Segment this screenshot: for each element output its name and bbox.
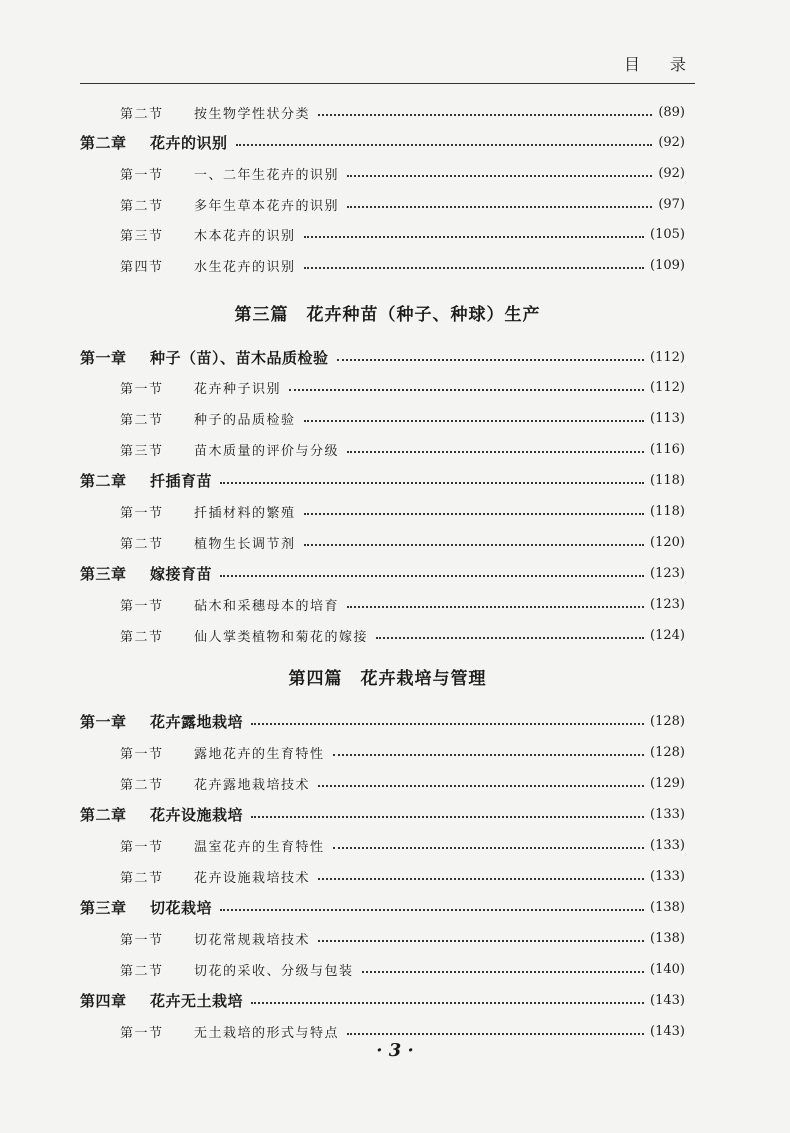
dot-leader bbox=[362, 970, 645, 973]
dot-leader bbox=[304, 235, 645, 238]
toc-entry-label bbox=[80, 897, 212, 918]
running-header-title: 目录 bbox=[624, 55, 717, 74]
toc-chapter-entry bbox=[80, 560, 685, 586]
toc-entry-title: 花卉设施栽培 bbox=[150, 805, 244, 824]
dot-leader bbox=[347, 174, 652, 177]
toc-chapter-entry bbox=[80, 468, 685, 494]
toc-page-ref: (116) bbox=[650, 442, 685, 458]
toc-entry-title: 植物生长调节剂 bbox=[194, 536, 296, 552]
toc-chapter-entry bbox=[80, 344, 685, 370]
toc-entry-title: 扦插育苗 bbox=[150, 472, 213, 491]
toc-entry-label bbox=[120, 195, 339, 214]
toc-entry-label bbox=[120, 164, 339, 183]
toc-entry-label bbox=[120, 626, 368, 645]
dot-leader bbox=[318, 784, 644, 787]
dot-leader bbox=[333, 846, 645, 849]
toc-entry-number: 第三节 bbox=[120, 444, 164, 460]
dot-leader bbox=[318, 113, 652, 116]
dot-leader bbox=[251, 722, 644, 725]
toc-entry-title: 花卉露地栽培技术 bbox=[194, 777, 311, 793]
toc-entry-title: 切花栽培 bbox=[150, 898, 213, 917]
dot-leader bbox=[347, 450, 644, 453]
toc-entry-title: 种子（苗）、苗木品质检验 bbox=[150, 348, 329, 367]
toc-page-ref: (109) bbox=[650, 258, 685, 273]
toc-entry-number: 第三节 bbox=[120, 229, 164, 245]
toc-page-ref: (112) bbox=[650, 349, 685, 365]
dot-leader bbox=[236, 143, 653, 146]
toc-entry-label bbox=[120, 836, 325, 855]
toc-entry-label bbox=[80, 563, 212, 584]
toc-entry-number: 第二节 bbox=[120, 198, 164, 214]
toc-entry-number: 第一章 bbox=[80, 712, 127, 731]
toc-entry-number: 第一节 bbox=[120, 506, 164, 521]
toc-section-entry bbox=[80, 253, 685, 279]
toc-entry-label bbox=[120, 225, 296, 244]
toc-entry-number: 第二节 bbox=[120, 413, 164, 429]
toc-entry-label bbox=[120, 774, 310, 793]
toc-page-ref: (123) bbox=[650, 565, 685, 581]
toc-entry-title: 一、二年生花卉的识别 bbox=[194, 167, 340, 183]
toc-entry-label bbox=[120, 502, 296, 521]
dot-leader bbox=[347, 1032, 644, 1035]
part-heading-3: 第三篇 花卉种苗（种子、种球）生产 bbox=[234, 305, 541, 325]
dot-leader bbox=[251, 815, 644, 818]
toc-page-ref: (124) bbox=[650, 627, 685, 643]
dot-leader bbox=[304, 543, 645, 546]
toc-page-ref: (133) bbox=[650, 806, 685, 822]
toc-entry-title: 无土栽培的形式与特点 bbox=[194, 1025, 340, 1041]
toc-entry-number: 第一节 bbox=[120, 746, 164, 762]
toc-section-entry bbox=[80, 739, 685, 765]
toc-entry-title: 多年生草本花卉的识别 bbox=[194, 198, 340, 214]
dot-leader bbox=[251, 1001, 644, 1004]
toc-entry-label bbox=[80, 132, 228, 153]
dot-leader bbox=[337, 358, 645, 361]
dot-leader bbox=[220, 574, 644, 577]
toc-page-ref: (97) bbox=[658, 196, 685, 212]
toc-section-entry bbox=[80, 622, 685, 648]
toc-section-entry bbox=[80, 832, 685, 858]
toc-page-ref: (143) bbox=[650, 992, 685, 1008]
toc-section-entry bbox=[80, 222, 685, 248]
toc-entry-title: 切花的采收、分级与包装 bbox=[194, 963, 354, 979]
toc-entry-title: 砧木和采穗母本的培育 bbox=[194, 598, 340, 614]
toc-section-entry bbox=[80, 863, 685, 889]
toc-entry-title: 种子的品质检验 bbox=[194, 413, 296, 429]
dot-leader bbox=[220, 481, 644, 484]
dot-leader bbox=[347, 605, 644, 608]
toc-page-ref: (143) bbox=[650, 1023, 685, 1039]
toc-entry-title: 花卉设施栽培技术 bbox=[194, 870, 311, 886]
dot-leader bbox=[220, 908, 644, 911]
toc-chapter-entry bbox=[80, 708, 685, 734]
toc-entry-label bbox=[120, 743, 325, 762]
toc-entry-title: 苗木质量的评价与分级 bbox=[194, 444, 340, 460]
toc-entry-number: 第四章 bbox=[80, 991, 127, 1010]
toc-entry-label bbox=[120, 929, 310, 948]
toc-entry-number: 第二节 bbox=[120, 629, 164, 645]
toc-entry-label bbox=[80, 804, 243, 825]
toc-entry-number: 第一节 bbox=[120, 382, 164, 398]
toc-page-ref: (128) bbox=[650, 713, 685, 729]
toc-entry-label bbox=[80, 990, 243, 1011]
dot-leader bbox=[333, 753, 645, 756]
toc-entry-title: 嫁接育苗 bbox=[150, 564, 213, 583]
toc-page-ref: (138) bbox=[650, 930, 685, 946]
toc-section-entry bbox=[80, 770, 685, 796]
toc-entry-label bbox=[120, 960, 354, 979]
toc-entry-number: 第二章 bbox=[80, 134, 127, 153]
toc-entry-label bbox=[120, 378, 281, 397]
toc-page-ref: (105) bbox=[650, 227, 685, 243]
toc-entry-number: 第二节 bbox=[120, 963, 164, 979]
toc-entry-number: 第一节 bbox=[120, 167, 164, 183]
toc-entry-number: 第一节 bbox=[120, 1025, 164, 1041]
toc-entry-number: 第一节 bbox=[120, 598, 164, 614]
toc-entry-title: 温室花卉的生育特性 bbox=[194, 839, 325, 855]
toc-entry-label bbox=[120, 440, 339, 459]
toc-section-entry bbox=[80, 406, 685, 432]
toc-entry-title: 按生物学性状分类 bbox=[194, 106, 311, 122]
toc-entry-label bbox=[120, 867, 310, 886]
toc-section-entry bbox=[80, 529, 685, 555]
toc-page-ref: (128) bbox=[650, 744, 685, 760]
toc-entry-title: 花卉的识别 bbox=[150, 134, 228, 153]
toc-entry-label bbox=[120, 1022, 339, 1041]
toc-section-entry bbox=[80, 925, 685, 951]
toc-entry-label bbox=[120, 533, 296, 552]
toc-entry-title: 花卉无土栽培 bbox=[150, 991, 244, 1010]
toc-chapter-entry bbox=[80, 130, 685, 156]
toc-section-entry bbox=[80, 191, 685, 217]
toc-entry-title: 露地花卉的生育特性 bbox=[194, 746, 325, 762]
toc-entry-title: 花卉露地栽培 bbox=[150, 712, 244, 731]
toc-entry-label bbox=[80, 711, 243, 732]
toc-entry-label bbox=[120, 595, 339, 614]
toc-page-ref: (133) bbox=[650, 868, 685, 884]
toc-page-ref: (112) bbox=[650, 380, 685, 396]
dot-leader bbox=[304, 419, 645, 422]
dot-leader bbox=[304, 266, 645, 269]
toc-entry-number: 第二节 bbox=[120, 777, 164, 793]
toc-entry-label bbox=[120, 256, 296, 275]
toc-page-ref: (113) bbox=[650, 411, 685, 427]
toc-page-ref: (92) bbox=[658, 165, 685, 181]
dot-leader bbox=[318, 877, 644, 880]
toc-page-ref: (138) bbox=[650, 899, 685, 915]
toc-chapter-entry bbox=[80, 801, 685, 827]
toc-entry-number: 第一节 bbox=[120, 839, 164, 855]
toc-entry-number: 第三章 bbox=[80, 564, 127, 583]
toc-section-entry bbox=[80, 160, 685, 186]
toc-page-ref: (89) bbox=[658, 104, 685, 120]
part-heading-4: 第四篇 花卉栽培与管理 bbox=[288, 669, 487, 689]
toc-section-entry bbox=[80, 591, 685, 617]
toc-entry-number: 第三章 bbox=[80, 898, 127, 917]
toc-entry-title: 仙人掌类植物和菊花的嫁接 bbox=[194, 629, 369, 645]
toc-entry-number: 第二章 bbox=[80, 472, 127, 491]
dot-leader bbox=[304, 512, 645, 515]
dot-leader bbox=[318, 939, 644, 942]
toc-entry-label bbox=[80, 347, 329, 368]
toc-chapter-entry bbox=[80, 987, 685, 1013]
dot-leader bbox=[376, 636, 644, 639]
toc-page-ref: (118) bbox=[650, 473, 685, 489]
page-number: · 3 · bbox=[376, 1040, 414, 1061]
toc-entry-label bbox=[120, 409, 296, 428]
toc-page-ref: (123) bbox=[650, 596, 685, 612]
toc-entry-label bbox=[120, 103, 310, 122]
toc-entry-number: 第一节 bbox=[120, 932, 164, 948]
toc-entry-number: 第四节 bbox=[120, 260, 164, 275]
toc-entry-number: 第二节 bbox=[120, 536, 164, 552]
toc-page-ref: (140) bbox=[650, 961, 685, 977]
toc-entry-label bbox=[80, 470, 212, 491]
toc-section-entry bbox=[80, 375, 685, 401]
toc-section-entry bbox=[80, 437, 685, 463]
toc-page-ref: (118) bbox=[650, 504, 685, 519]
toc-entry-title: 切花常规栽培技术 bbox=[194, 932, 311, 948]
toc-page-ref: (133) bbox=[650, 837, 685, 853]
toc-entry-number: 第二章 bbox=[80, 805, 127, 824]
toc-entry-title: 扦插材料的繁殖 bbox=[194, 506, 296, 521]
toc-entry-title: 木本花卉的识别 bbox=[194, 229, 296, 245]
header-rule bbox=[80, 83, 695, 84]
toc-entry-number: 第二节 bbox=[120, 106, 164, 122]
toc-section-entry bbox=[80, 956, 685, 982]
dot-leader bbox=[289, 388, 644, 391]
toc-entry-number: 第一章 bbox=[80, 348, 127, 367]
toc-page-ref: (129) bbox=[650, 775, 685, 791]
toc-page-ref: (92) bbox=[658, 135, 685, 151]
toc-page-ref: (120) bbox=[650, 534, 685, 550]
dot-leader bbox=[347, 205, 652, 208]
toc-entry-number: 第二节 bbox=[120, 870, 164, 886]
toc-section-entry bbox=[80, 499, 685, 525]
toc-entry-title: 水生花卉的识别 bbox=[194, 260, 296, 275]
toc-chapter-entry bbox=[80, 894, 685, 920]
toc-entry-title: 花卉种子识别 bbox=[194, 382, 282, 398]
toc-section-entry bbox=[80, 99, 685, 125]
